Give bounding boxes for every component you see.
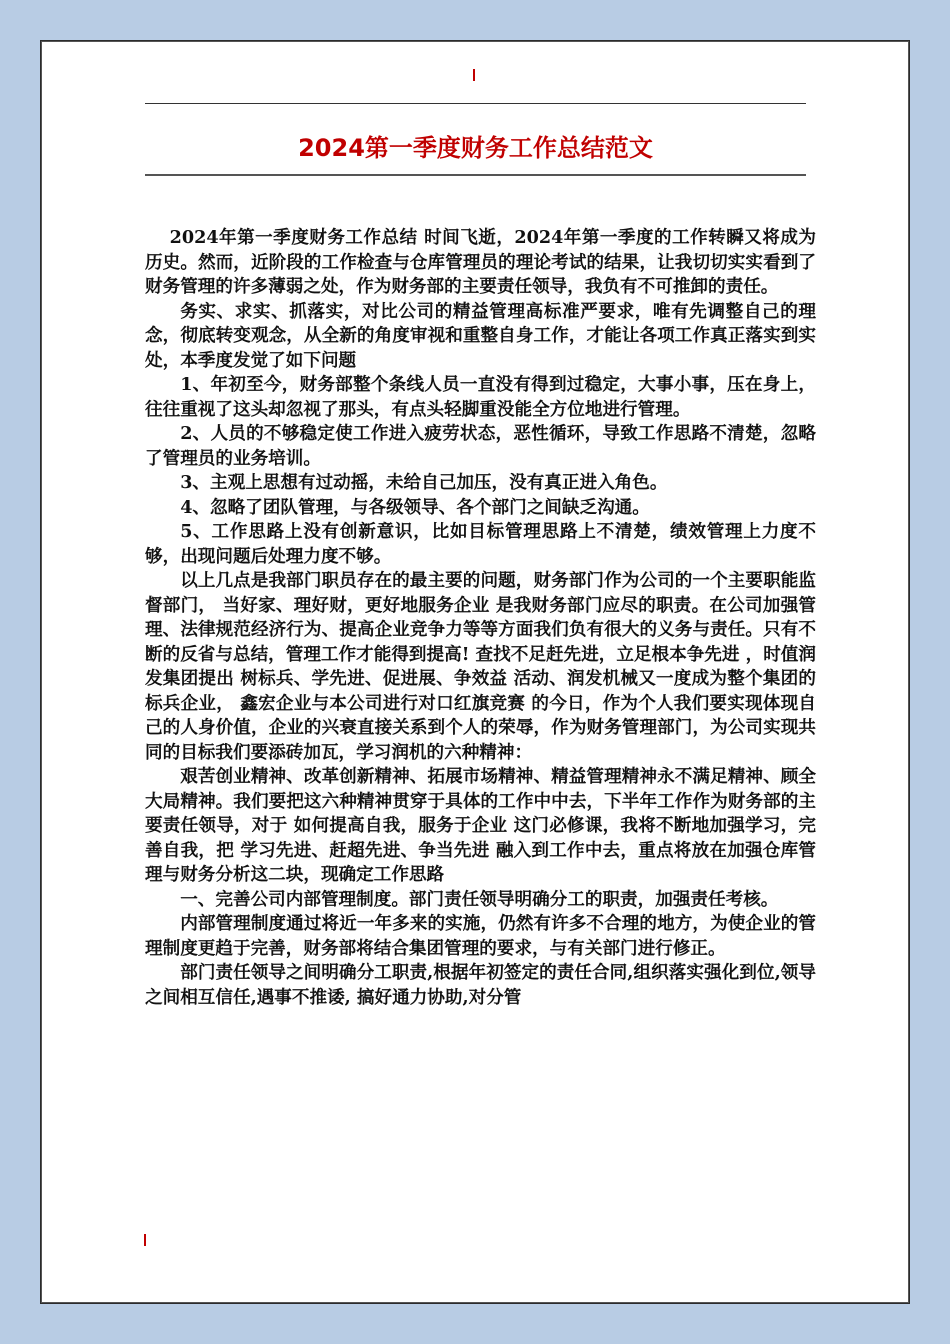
paragraph-2: 务实、求实、抓落实，对比公司的精益管理高标准严要求，唯有先调整自己的理念，彻底转变观念，从全新的角度审视和重整自身工作，才能让各项工作真正落实到实处，本季度发觉了如下问题 bbox=[145, 300, 816, 371]
paragraph-3: 以上几点是我部门职员存在的最主要的问题，财务部门作为公司的一个主要职能监督部门， 当好家、理好财，更好地服务企业 是我财务部门应尽的职责。在公司加强管理、法律规范经济行为、提高企业竞争力等等方面我们负有很大的义务与责任。只有不断的反省与总结，管理工作才能得到提高! 查找不足赶先进，立足根本争先进 ，时值润发集团提出 树标兵、学先进、促进展、争效益 活动、润发机械又一度成为整个集团的标兵企业， 鑫宏企业与本公司进行对口红旗竞赛 的今日，作为个人我们要实现体现自己的人身价值，企业的兴衰直接关系到个人的荣辱，作为财务管理部门，为公司实现共同的目标我们要添砖加瓦，学习润机的六种精神： bbox=[145, 570, 816, 763]
title-underline bbox=[145, 174, 806, 176]
paragraph-issue-5: 5、工作思路上没有创新意识，比如目标管理思路上不清楚，绩效管理上力度不够，出现问题后处理力度不够。 bbox=[145, 521, 816, 567]
header-rule bbox=[145, 103, 806, 104]
paragraph-issue-3: 3、主观上思想有过动摇，未给自己加压，没有真正进入角色。 bbox=[180, 472, 668, 493]
paragraph-4: 艰苦创业精神、改革创新精神、拓展市场精神、精益管理精神永不满足精神、顾全大局精神。我们要把这六种精神贯穿于具体的工作中中去，下半年工作作为财务部的主要责任领导，对于 如何提高自我，服务于企业 这门必修课，我将不断地加强学习，完善自我，把 学习先进、赶超先进、争当先进 融入到工作中去，重点将放在加强仓库管理与财务分析这二块，现确定工作思路 bbox=[145, 766, 816, 885]
document-title: 2024第一季度财务工作总结范文 bbox=[298, 134, 653, 162]
paragraph-5: 内部管理制度通过将近一年多来的实施，仍然有许多不合理的地方，为使企业的管理制度更趋于完善，财务部将结合集团管理的要求，与有关部门进行修正。 bbox=[145, 913, 816, 959]
paragraph-issue-2: 2、人员的不够稳定使工作进入疲劳状态，恶性循环，导致工作思路不清楚，忽略了管理员的业务培训。 bbox=[145, 423, 816, 469]
header-cursor-mark bbox=[473, 69, 475, 81]
footer-cursor-mark bbox=[144, 1234, 146, 1246]
paragraph-section-1: 一、完善公司内部管理制度。部门责任领导明确分工的职责，加强责任考核。 bbox=[180, 888, 779, 910]
paragraph-6: 部门责任领导之间明确分工职责,根据年初签定的责任合同,组织落实强化到位,领导之间相互信任,遇事不推诿, 搞好通力协助,对分管 bbox=[145, 962, 816, 1008]
document-page bbox=[40, 40, 910, 1304]
paragraph-1: 2024年第一季度财务工作总结 时间飞逝，2024年第一季度的工作转瞬又将成为历史。然而，近阶段的工作检查与仓库管理员的理论考试的结果，让我切切实实看到了财务管理的许多薄弱之处，作为财务部的主要责任领导，我负有不可推卸的责任。 bbox=[145, 227, 816, 297]
page-content bbox=[41, 41, 909, 1303]
paragraph-issue-1: 1、年初至今，财务部整个条线人员一直没有得到过稳定，大事小事，压在身上，往往重视了这头却忽视了那头，有点头轻脚重没能全方位地进行管理。 bbox=[145, 374, 816, 420]
paragraph-issue-4: 4、忽略了团队管理，与各级领导、各个部门之间缺乏沟通。 bbox=[180, 496, 650, 518]
document-body bbox=[145, 226, 816, 1010]
